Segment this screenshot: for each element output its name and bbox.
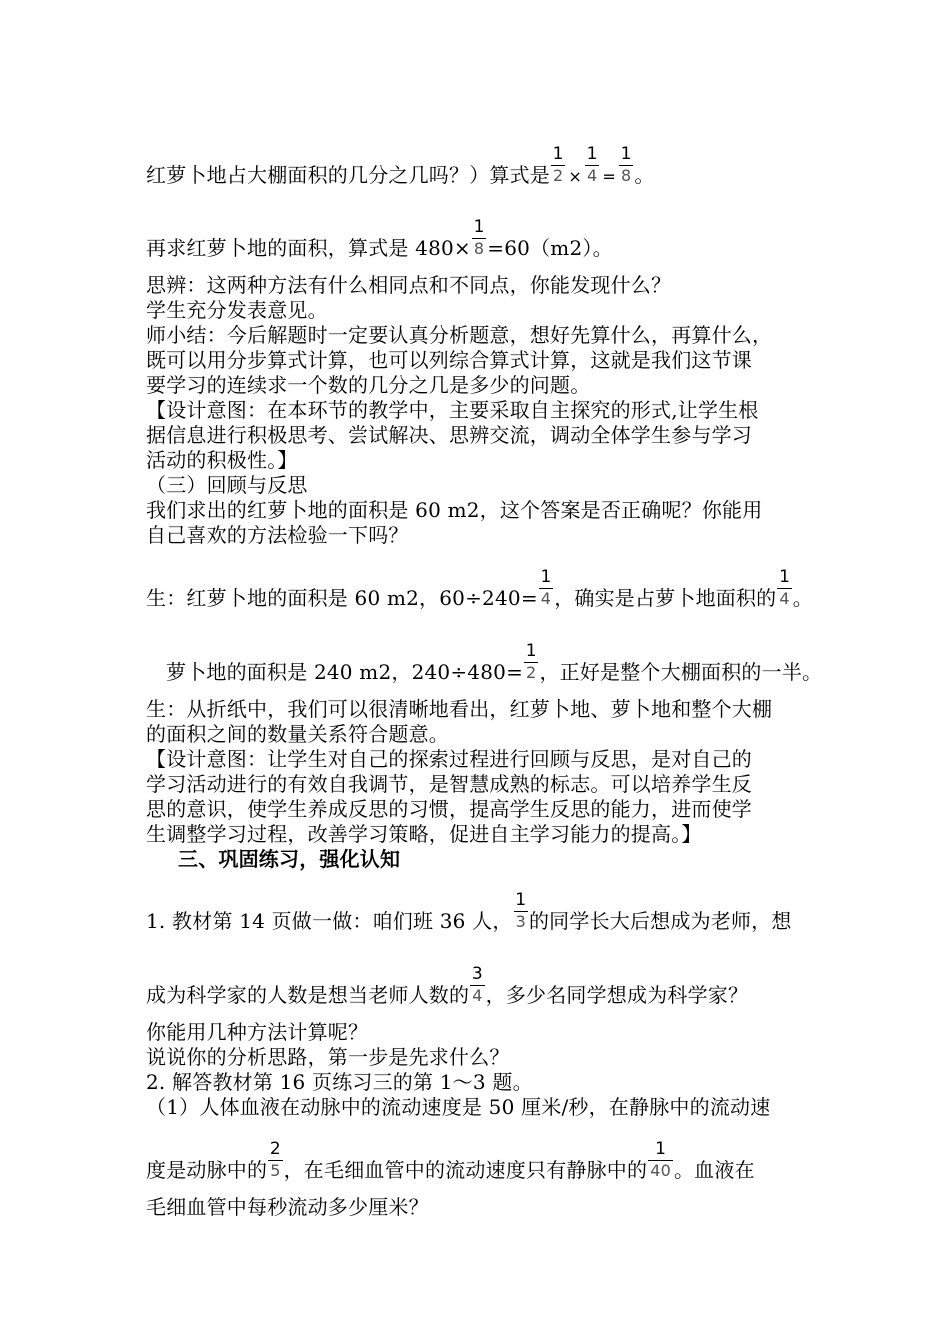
paragraph-line: 师小结：今后解题时一定要认真分析题意，想好先算什么，再算什么， bbox=[146, 323, 773, 347]
fraction bbox=[648, 1138, 673, 1181]
numerator: 1 bbox=[655, 1139, 667, 1159]
text-segment: 度是动脉中的 bbox=[146, 1158, 268, 1182]
denominator: 8 bbox=[473, 239, 485, 258]
fraction bbox=[551, 143, 565, 186]
denominator: 4 bbox=[472, 986, 483, 1005]
paragraph-line: 毛细血管中每秒流动多少厘米？ bbox=[146, 1195, 429, 1219]
numerator: 1 bbox=[552, 144, 564, 164]
text-segment: ，确实是占萝卜地面积的 bbox=[554, 586, 777, 610]
design-intent-line: 【设计意图：在本环节的教学中，主要采取自主探究的形式,让学生根 bbox=[146, 398, 759, 422]
numerator: 1 bbox=[620, 144, 632, 164]
fraction bbox=[777, 566, 791, 609]
paragraph-line: 学生充分发表意见。 bbox=[146, 298, 328, 322]
text-segment: 再求红萝卜地的面积，算式是 480× bbox=[146, 236, 471, 260]
paragraph-line: 的面积之间的数量关系符合题意。 bbox=[146, 722, 449, 746]
text-segment: 。血液在 bbox=[673, 1158, 755, 1182]
paragraph-line: 2. 解答教材第 16 页练习三的第 1～3 题。 bbox=[146, 1070, 533, 1094]
text-segment: 1. 教材第 14 页做一做：咱们班 36 人， bbox=[146, 909, 513, 933]
denominator: 2 bbox=[526, 663, 537, 682]
exercise-line bbox=[146, 964, 749, 1018]
numerator: 2 bbox=[269, 1139, 281, 1159]
design-intent-line: 学习活动进行的有效自我调节，是智慧成熟的标志。可以培养学生反 bbox=[146, 772, 752, 796]
denominator: 4 bbox=[587, 166, 598, 185]
paragraph-line: 思辨：这两种方法有什么相同点和不同点，你能发现什么？ bbox=[146, 273, 672, 297]
numerator: 1 bbox=[540, 567, 552, 587]
fraction bbox=[619, 143, 633, 186]
design-intent-line: 生调整学习过程，改善学习策略，促进自主学习能力的提高。】 bbox=[146, 822, 702, 846]
section-heading: （三）回顾与反思 bbox=[146, 473, 308, 497]
text-segment: ，多少名同学想成为科学家？ bbox=[485, 983, 749, 1007]
denominator: 5 bbox=[270, 1161, 281, 1180]
paragraph-line: 要学习的连续求一个数的几分之几是多少的问题。 bbox=[146, 373, 591, 397]
paragraph-line: 生：从折纸中，我们可以很清晰地看出，红萝卜地、萝卜地和整个大棚 bbox=[146, 697, 773, 721]
design-intent-line: 据信息进行积极思考、尝试解决、思辨交流，调动全体学生参与学习 bbox=[146, 423, 752, 447]
numerator: 1 bbox=[515, 890, 527, 910]
text-segment: 成为科学家的人数是想当老师人数的 bbox=[146, 983, 470, 1007]
paragraph-line: 我们求出的红萝卜地的面积是 60 m2，这个答案是否正确呢？你能用 bbox=[146, 498, 763, 522]
formula-line-area bbox=[146, 217, 613, 271]
numerator: 1 bbox=[473, 217, 485, 237]
denominator: 8 bbox=[621, 166, 632, 185]
text-segment: 萝卜地的面积是 240 m2，240÷480= bbox=[166, 660, 524, 684]
denominator: 2 bbox=[553, 166, 564, 185]
text-segment: 生：红萝卜地的面积是 60 m2，60÷240= bbox=[146, 586, 538, 610]
text-segment: 。 bbox=[634, 163, 655, 187]
paragraph-line: 你能用几种方法计算呢？ bbox=[146, 1020, 369, 1044]
denominator: 40 bbox=[650, 1161, 671, 1180]
denominator: 4 bbox=[779, 589, 790, 608]
fraction bbox=[514, 889, 528, 932]
paragraph-line: 说说你的分析思路，第一步是先求什么？ bbox=[146, 1045, 510, 1069]
formula-line-fraction-product bbox=[146, 144, 655, 198]
fraction bbox=[585, 143, 599, 186]
fraction bbox=[524, 640, 538, 683]
text-segment: ，在毛细血管中的流动速度只有静脉中的 bbox=[283, 1158, 648, 1182]
fraction bbox=[470, 963, 484, 1006]
fraction bbox=[539, 566, 553, 609]
section-heading: 三、巩固练习，强化认知 bbox=[178, 847, 401, 871]
formula-line-check-2 bbox=[166, 641, 823, 695]
numerator: 3 bbox=[471, 964, 483, 984]
paragraph-line: 既可以用分步算式计算，也可以列综合算式计算，这就是我们这节课 bbox=[146, 348, 752, 372]
fraction bbox=[472, 216, 486, 259]
text-segment: 。 bbox=[792, 586, 813, 610]
design-intent-line: 活动的积极性。】 bbox=[146, 448, 298, 472]
denominator: 3 bbox=[515, 912, 526, 931]
numerator: 1 bbox=[586, 144, 598, 164]
text-segment: ，正好是整个大棚面积的一半。 bbox=[539, 660, 823, 684]
text-segment: 红萝卜地占大棚面积的几分之几吗？）算式是 bbox=[146, 163, 550, 187]
text-segment: =60（m2）。 bbox=[487, 236, 613, 260]
fraction bbox=[268, 1138, 282, 1181]
design-intent-line: 思的意识，使学生养成反思的习惯，提高学生反思的能力，进而使学 bbox=[146, 797, 752, 821]
exercise-line bbox=[146, 1139, 755, 1193]
paragraph-line: 自己喜欢的方法检验一下吗？ bbox=[146, 523, 409, 547]
formula-line-check bbox=[146, 567, 813, 621]
design-intent-line: 【设计意图：让学生对自己的探索过程进行回顾与反思，是对自己的 bbox=[146, 747, 752, 771]
equals-sign: = bbox=[602, 167, 616, 186]
paragraph-line: （1）人体血液在动脉中的流动速度是 50 厘米/秒，在静脉中的流动速 bbox=[146, 1095, 771, 1119]
exercise-line bbox=[146, 890, 792, 944]
numerator: 1 bbox=[525, 641, 537, 661]
denominator: 4 bbox=[540, 589, 552, 608]
text-segment: 的同学长大后想成为老师，想 bbox=[528, 909, 792, 933]
times-sign: × bbox=[568, 167, 582, 186]
numerator: 1 bbox=[779, 567, 791, 587]
